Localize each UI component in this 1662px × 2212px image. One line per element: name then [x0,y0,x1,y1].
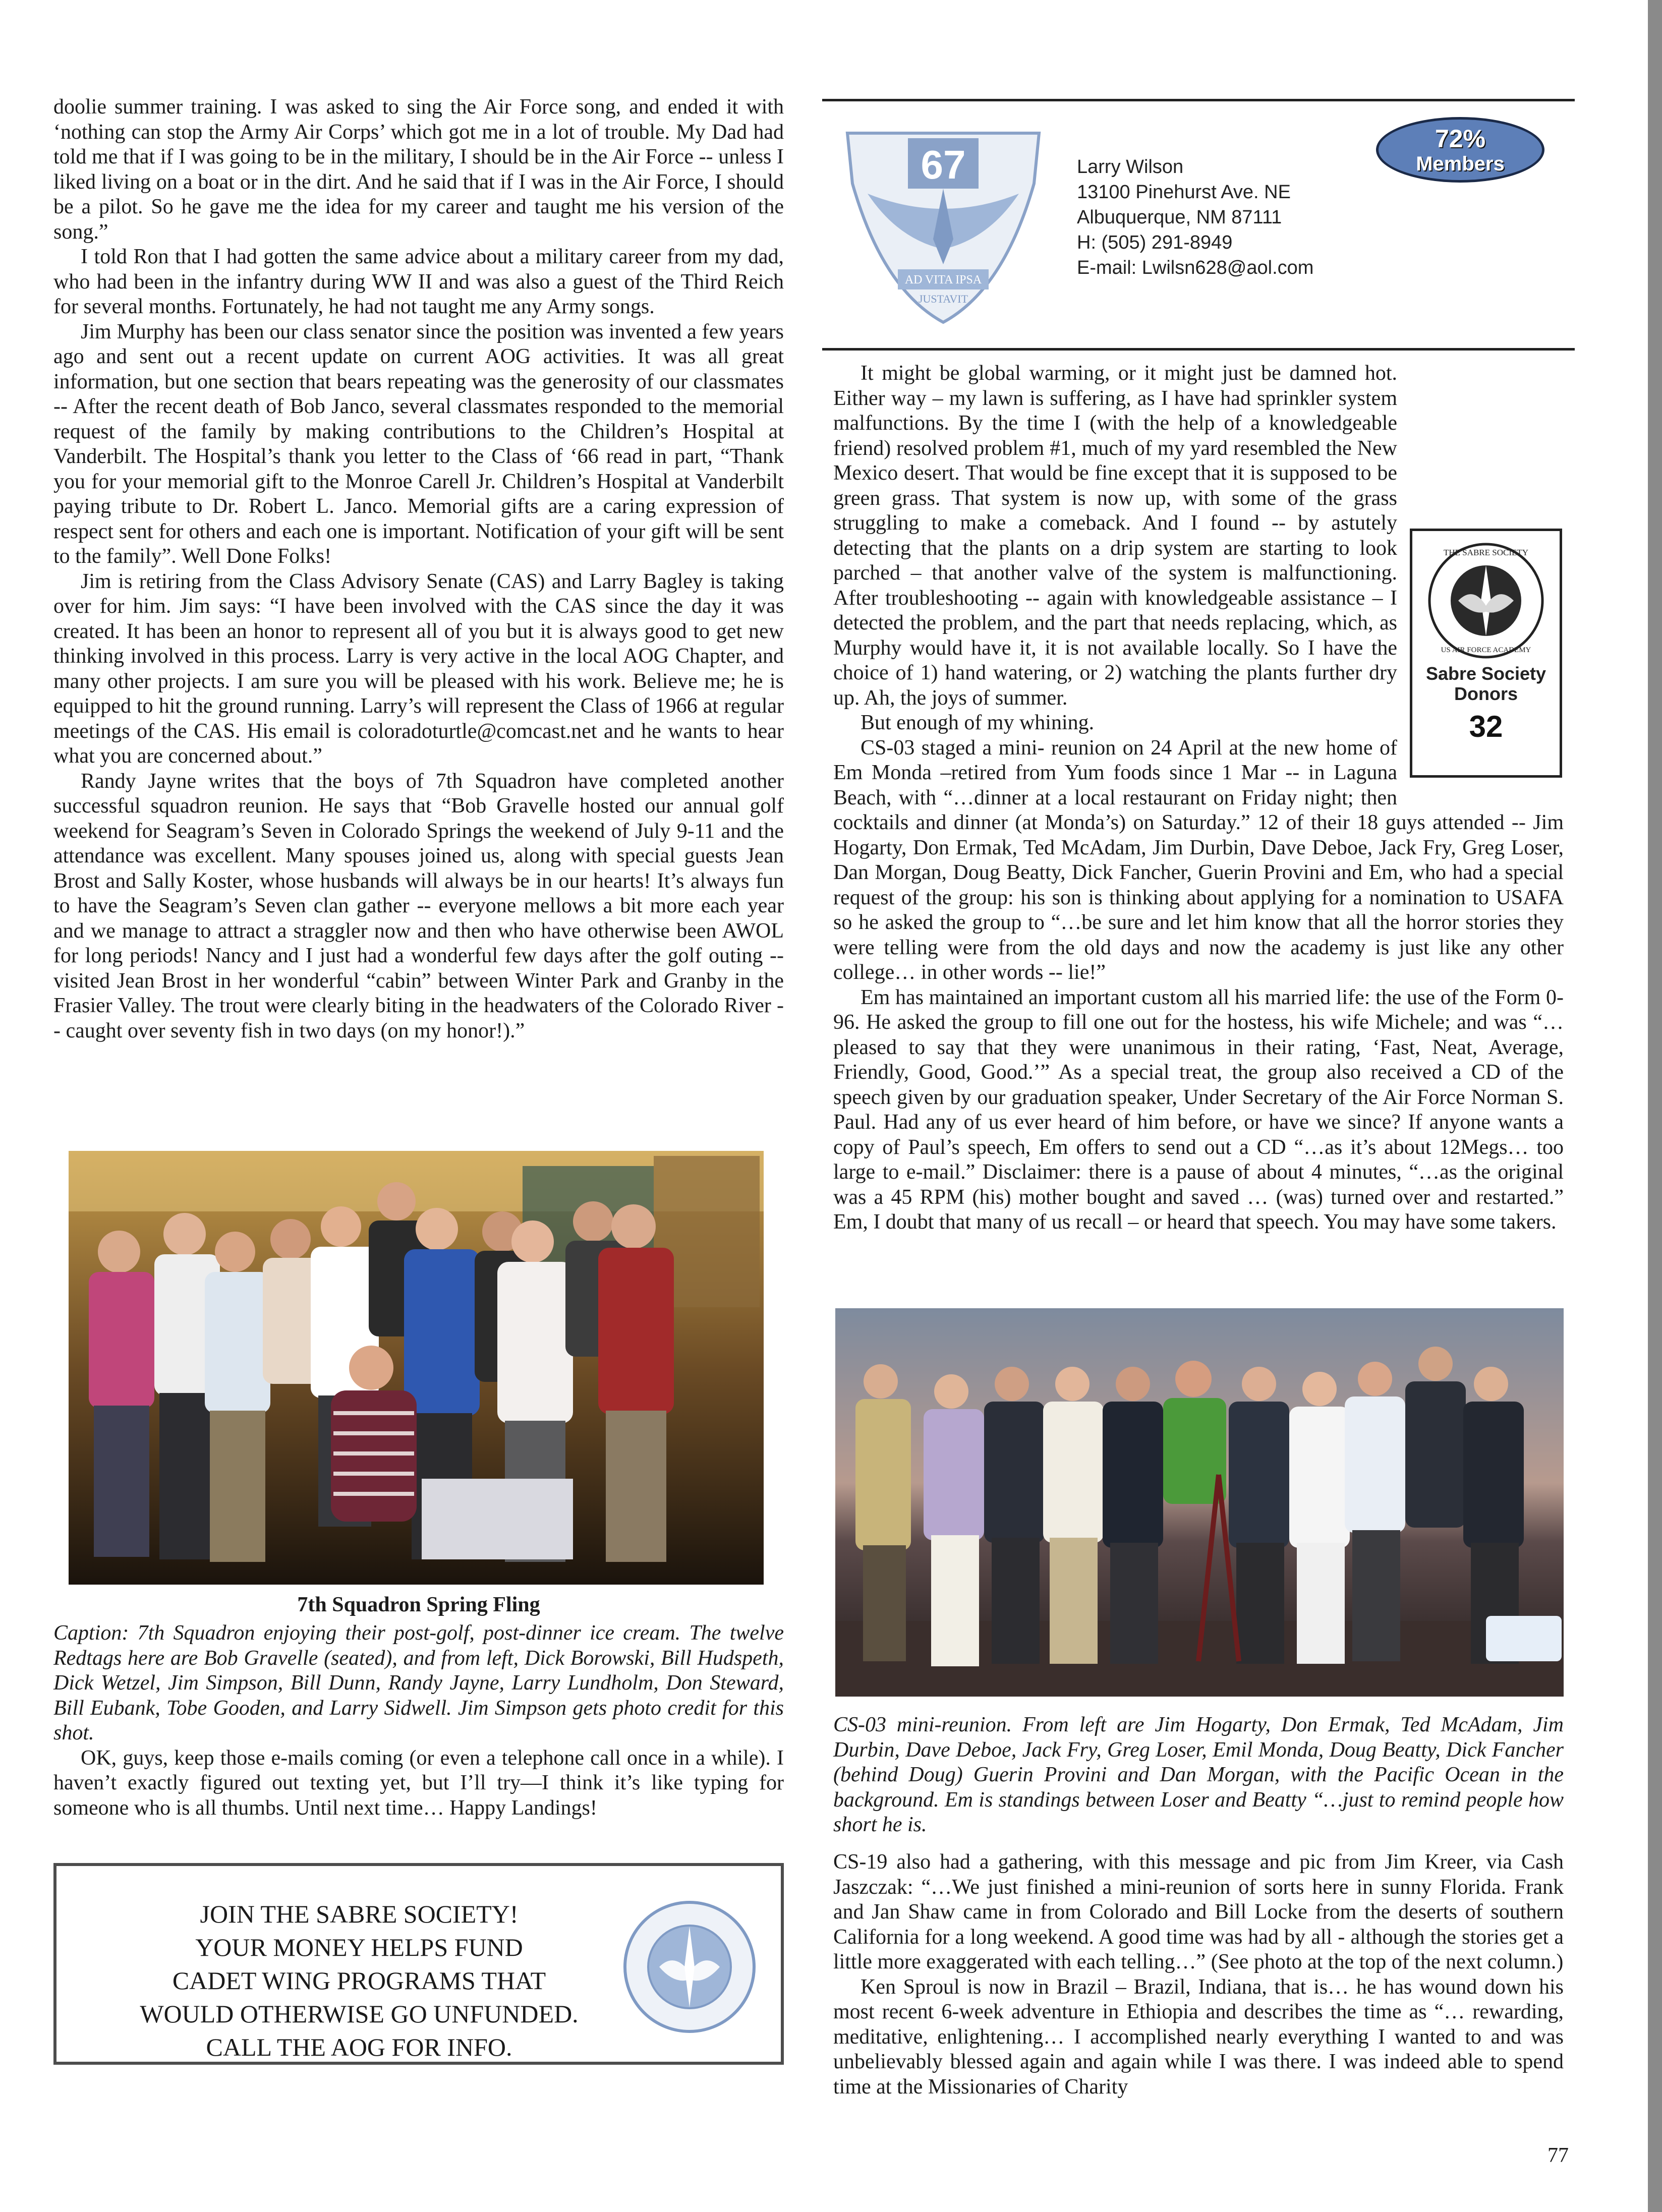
donors-subtitle: Donors [1454,683,1518,704]
members-percent: 72% [1435,125,1486,153]
join-text [82,1897,637,2064]
join-sabre-society-box [53,1863,784,2065]
members-badge [1376,117,1544,183]
page-number: 77 [1548,2144,1569,2167]
contact-email: E-mail: Lwilsn628@aol.com [1077,257,1314,278]
class-of-67-crest-icon [837,123,1049,325]
header-rule-top [822,99,1575,101]
sabre-society-seal-icon [1425,540,1546,661]
article-paragraph: Em has maintained an important custom all his married life: the use of the Form 0-96. He asked the group to fill one out for the hostess, his wife Michele; and was “… pleased to say that they were unanimous in their rating, ‘Fast, Neat, Average, Friendly, Good, Good.’” As a special treat, the group also received a CD of the speech given by our graduation speaker, Under Secretary of the Air Force Norman S. Paul. Had any of us ever heard of him before, or have we since? If anyone wants a copy of Paul’s speech, Em offers to send out a CD “…as it’s about 12Megs… too large to e-mail.” Disclaimer: there is a pause of about 4 minutes, “…as the original was a 45 RPM (his) mother bought and saved … (was) turned over and restarted.” Em, I doubt that many of us recall – or heard that speech. You may have some takers. [833,985,1564,1234]
article-paragraph: Ken Sproul is now in Brazil – Brazil, Indiana, that is… he has wound down his most recent 6-week adventure in Ethiopia and describes the time as “… rewarding, meditative, enlightening… I accomplished nearly everything I wanted to and was unbelievably blessed again and again while I was there. I was indeed able to spend time at the Missionaries of Charity [833,1975,1564,2099]
squadron-group-photo [69,1151,764,1585]
contact-city: Albuquerque, NM 87111 [1077,207,1282,228]
join-line: CALL THE AOG FOR INFO. [206,2033,512,2061]
crest-number: 67 [921,142,966,187]
left-column [53,95,784,1043]
right-column-top [833,361,1564,1235]
article-paragraph: I told Ron that I had gotten the same advice about a military career from my dad, who had been in the infantry during WW II and was also a guest of the Third Reich for several months. Fortunately, he had not taught me any Army songs. [53,245,784,318]
contact-name: Larry Wilson [1077,156,1184,178]
contact-phone: H: (505) 291-8949 [1077,232,1233,253]
join-line: YOUR MONEY HELPS FUND [195,1933,523,1961]
sabre-society-donors-box [1410,529,1562,778]
members-label: Members [1416,153,1505,175]
page-edge [1648,0,1662,2212]
photo-title: 7th Squadron Spring Fling [297,1593,540,1616]
group-photo-illustration [69,1151,764,1585]
article-paragraph: Jim Murphy has been our class senator since the position was invented a few years ago and sent out a recent update on current AOG activities. It was all great information, but one section that bears repeating was the generosity of our classmates -- After the recent death of Bob Janco, several classmates responded to the memorial request of the family by making contributions to the Children’s Hospital at Vanderbilt. The Hospital’s thank you letter to the Class of ‘66 read in part, “Thank you for your memorial gift to the Monroe Carell Jr. Children’s Hospital at Vanderbilt paying tribute to Dr. Robert L. Janco. Memorial gifts are a caring expression of respect sent for others and each one is important. Notification of your gift will be sent to the family”. Well Done Folks! [53,320,784,568]
reunion-photo-illustration [835,1308,1564,1697]
sabre-society-seal-icon [619,1896,760,2038]
cs03-reunion-photo [835,1308,1564,1697]
join-line: JOIN THE SABRE SOCIETY! [200,1900,519,1928]
photo-caption: Caption: 7th Squadron enjoying their post-golf, post-dinner ice cream. The twelve Redtags here are Bob Gravelle (seated), and from left, Dick Borowski, Bill Hudspeth, Dick Wetzel, Jim Simpson, Bill Dunn, Randy Jayne, Larry Lundholm, Don Steward, Bill Eubank, Tobe Gooden, and Larry Sidwell. Jim Simpson gets photo credit for this shot. [53,1621,784,1744]
article-paragraph: CS-03 staged a mini- reunion on 24 April at the new home of Em Monda –retired from Yum foods since 1 Mar -- in Laguna Beach, with “…dinner at a local restaurant on Friday night; then cocktails and dinner (at Monda’s) on Saturday.” 12 of their 18 guys attended -- Jim Hogarty, Don Ermak, Ted McAdam, Jim Durbin, Dave Deboe, Jack Fry, Greg Loser, Dan Morgan, Doug Beatty, Dick Fancher, Guerin Provini and Em, who had a special request of the group: his son is thinking about applying for a nomination to USAFA so he asked the group to “…be sure and let him know that all the horror stories they were telling were from the old days and now the academy is just like any other college… in other words -- lie!” [833,736,1564,984]
article-paragraph: Randy Jayne writes that the boys of 7th Squadron have completed another successful squadron reunion. He says that “Bob Gravelle hosted our annual golf weekend for Seagram’s Seven in Colorado Springs the weekend of July 9-11 and the attendance was excellent. Many spouses joined us, along with special guests Jean Brost and Sally Koster, whose husbands will always be in our hearts! It’s always fun to have the Seagram’s Seven clan gather -- everyone mellows a bit more each year and we manage to attract a straggler now and then who have otherwise been AWOL for long periods! Nancy and I just had a wonderful few days after the golf outing -- visited Jean Brost in her wonderful “cabin” between Winter Park and Granby in the Frasier Valley. The trout were clearly biting in the headwaters of the Colorado River -- caught over seventy fish in two days (on my honor!).” [53,769,784,1042]
seal-ring-text: THE SABRE SOCIETY [1443,548,1529,557]
donors-title: Sabre Society [1425,663,1546,684]
right-column-bottom [833,1850,1564,2100]
right-caption-block [833,1713,1564,1838]
article-paragraph: CS-19 also had a gathering, with this message and pic from Jim Kreer, via Cash Jaszczak: “…We just finished a mini-reunion of sorts here in sunny Florida. Frank and Jan Shaw came in from Colorado and Bill Locke from the deserts of southern California for a long weekend. A good time was had by all - although the stories get a little more exaggerated with each telling…” (See photo at the top of the next column.) [833,1850,1564,1973]
join-line: WOULD OTHERWISE GO UNFUNDED. [140,2000,579,2028]
seal-ring-text: US AIR FORCE ACADEMY [1441,646,1531,654]
header-rule-bottom [822,348,1575,351]
donors-count: 32 [1469,710,1503,743]
article-text: It might be global warming, or it might just be damned hot. Either way – my lawn is suffering, as I have had sprinkler system malfunctions. By the time I (with the help of a knowledgeable friend) resolved problem #1, much of my yard resembled the New Mexico desert. That would be fine except that it is supposed to be green grass. That system is now up, with some of the grass struggling to make a comeback. And I found -- by astutely detecting that the plants on a drip system are starting to look parched – that another valve of the system is malfunctioning. After troubleshooting -- again with knowledgeable assistance – I detected the problem, and the part that needs replacing, which, as Murphy would have it, it is not available locally. So I have the choice of 1) hand watering, or 2) watching the plants further dry up. Ah, the joys of summer. [833,362,1397,710]
left-caption-block [53,1621,784,1821]
crest-motto: AD VITA IPSA [904,273,982,286]
closing-paragraph: OK, guys, keep those e-mails coming (or even a telephone call once in a while). I haven’t exactly figured out texting yet, but I’ll try—I think it’s like typing for someone who is all thumbs. Until next time… Happy Landings! [53,1746,784,1820]
contact-address: 13100 Pinehurst Ave. NE [1077,182,1291,203]
article-paragraph: Jim is retiring from the Class Advisory Senate (CAS) and Larry Bagley is taking over for him. Jim says: “I have been involved with the CAS since the day it was created. It has been an honor to represent all of you but it is always good to get new thinking involved in this process. Larry is very active in the local AOG Chapter, and many other projects. I am sure you will be pleased with his work. Believe me; he is equipped to hit the ground running. Larry’s will represent the Class of 1966 at regular meetings of the CAS. His email is coloradoturtle@comcast.net and he wants to hear what you are concerned about.” [53,569,784,768]
crest-motto: JUSTAVIT [918,293,968,305]
join-line: CADET WING PROGRAMS THAT [172,1966,546,1995]
article-paragraph: But enough of my whining. [861,711,1095,734]
photo-caption: CS-03 mini-reunion. From left are Jim Hogarty, Don Ermak, Ted McAdam, Jim Durbin, Dave Deboe, Jack Fry, Greg Loser, Emil Monda, Doug Beatty, Dick Fancher (behind Doug) Guerin Provini and Dan Morgan, with the Pacific Ocean in the background. Em is standings between Loser and Beatty “…just to remind people how short he is. [833,1713,1564,1836]
article-paragraph: doolie summer training. I was asked to sing the Air Force song, and ended it with ‘nothing can stop the Army Air Corps’ which got me in a lot of trouble. My Dad had told me that if I was going to be in the military, I should be in the Air Force -- unless I liked living on a boat or in the dirt. And he said that if I was in the Air Force, I should be a pilot. So he gave me the idea for my career and taught me his version of the song.” [53,95,784,244]
contact-block [1077,154,1313,280]
